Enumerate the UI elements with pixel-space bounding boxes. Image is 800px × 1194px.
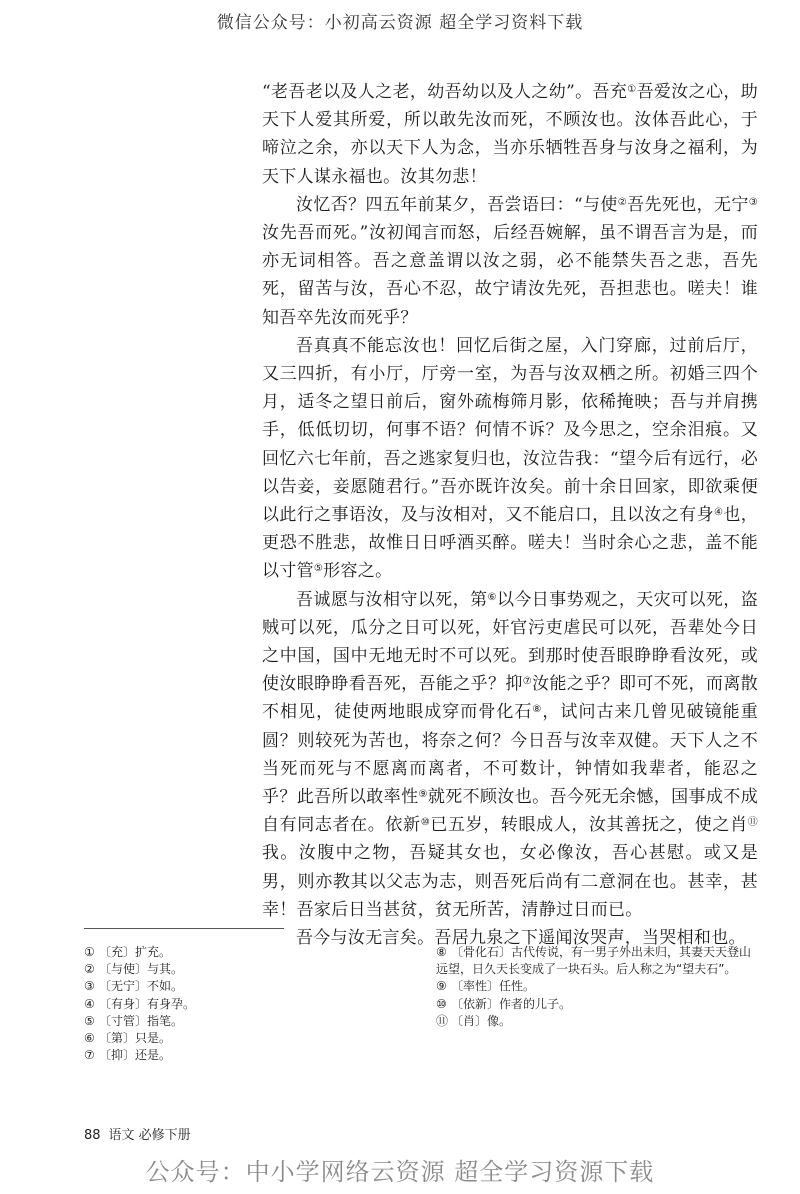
footnote-ref: ⑩ — [420, 817, 431, 829]
footnote — [436, 996, 760, 1013]
paragraph-2 — [262, 191, 758, 332]
footnote-text: 〔寸管〕指笔。 — [99, 1013, 184, 1028]
footnote-ref: ⑨ — [418, 789, 428, 801]
footnote — [436, 978, 760, 995]
paragraph-text: “老吾老以及人之老，幼吾幼以及人之幼”。吾充 — [262, 82, 628, 102]
footnote — [84, 944, 404, 961]
footnote-text: 〔骨化石〕古代传说，有一男子外出未归，其妻天天登山远望，日久天长变成了一块石头。后人称之为“望夫石”。 — [436, 945, 752, 977]
footnote-number: ⑥ — [84, 1031, 95, 1046]
footnote — [84, 978, 404, 995]
paragraph-4 — [262, 586, 758, 924]
paragraph-text: 汝先吾而死。”汝初闻言而怒，后经吾婉解，虽不谓吾言为是，而亦无词相答。吾之意盖谓以汝之弱，必不能禁失吾之悲，吾先死，留苦与汝，吾心不忍，故宁请汝先死，吾担悲也。嗟夫！谁知吾卒先汝而死乎？ — [262, 223, 758, 328]
paragraph-text: 以今日事势观之，天灾可以死，盗贼可以死，瓜分之日可以死，奸官污吏虐民可以死，吾辈处今日之中国，国中无地无时不可以死。到那时使吾眼睁睁看汝死，或使汝眼睁睁看吾死，吾能之乎？抑 — [262, 589, 759, 695]
footnote-number: ② — [84, 962, 95, 977]
paragraph-text: 吾爱汝之心，助天下人爱其所爱，所以敢先汝而死，不顾汝也。汝体吾此心，于啼泣之余，亦以天下人为念，当亦乐牺牲吾身与汝身之福利，为天下人谋永福也。汝其勿悲！ — [262, 82, 759, 187]
paragraph-text: 我。汝腹中之物，吾疑其女也，女必像汝，吾心甚慰。或又是男，则亦教其以父志为志，则吾死后尚有二意洞在也。甚幸，甚幸！吾家后日当甚贫，贫无所苦，清静过日而已。 — [262, 843, 758, 920]
footnote-number: ⑦ — [84, 1048, 95, 1063]
book-title: 语文 必修下册 — [108, 1128, 191, 1143]
paragraph-text: 已五岁，转眼成人，汝其善抚之，使之肖 — [430, 815, 748, 836]
footnote-ref: ⑧ — [532, 704, 543, 716]
footnote-number: ⑤ — [84, 1013, 95, 1028]
footnote-text: 〔抑〕还是。 — [99, 1048, 172, 1063]
footnotes-left — [84, 944, 404, 1064]
footnote-number: ④ — [84, 996, 95, 1011]
footnote-text: 〔第〕只是。 — [99, 1031, 172, 1046]
footnote — [84, 961, 404, 978]
paragraph-text: 形容之。 — [323, 561, 393, 582]
footnote-divider — [84, 928, 284, 929]
footnote-ref: ③ — [748, 196, 759, 208]
paragraph-text: 汝忆否？四五年前某夕，吾尝语曰：“与使 — [296, 194, 618, 215]
footnote-number: ③ — [84, 979, 95, 994]
footnote-ref: ⑦ — [522, 676, 533, 688]
footnote — [84, 1013, 404, 1030]
footnote-text: 〔与使〕与其。 — [99, 962, 184, 977]
footnote-number: ⑨ — [436, 979, 447, 994]
footnotes-right — [436, 944, 760, 1030]
paragraph-3 — [262, 332, 758, 586]
page-footer — [84, 1124, 199, 1143]
footnote-ref: ② — [617, 196, 628, 208]
footnote-number: ① — [84, 945, 95, 959]
page-number: 88 — [84, 1128, 101, 1143]
paragraph-text: ，试问古来几曾见破镜能重圆？则较死为苦也，将奈之何？今日吾与汝幸双健。天下人之不当死而死与不愿离而离者，不可数计，钟情如我辈者，能忍之乎？此吾所以敢率性 — [262, 702, 759, 808]
paragraph-text: 吾诚愿与汝相守以死，第 — [296, 589, 488, 610]
footnote-text: 〔无宁〕不如。 — [99, 979, 184, 994]
paragraph-text: 也，更恐不胜悲，故惟日日呼酒买醉。嗟夫！当时余心之悲，盖不能以寸管 — [262, 505, 758, 582]
footnote-text: 〔依新〕作者的儿子。 — [451, 996, 572, 1011]
footnote — [84, 1030, 404, 1047]
paragraph-text: 就死不顾汝也。吾今死无余憾，国事成不成自有同志者在。依新 — [262, 787, 759, 836]
main-text — [262, 78, 758, 952]
footnote — [84, 1047, 404, 1064]
footnote — [436, 1013, 760, 1030]
footnote-text: 〔充〕扩充。 — [99, 945, 172, 959]
footnote-ref: ⑤ — [313, 563, 324, 575]
footnote-number: ⑧ — [436, 945, 447, 959]
footer-watermark: 公众号：中小学网络云资源 超全学习资源下载 — [145, 1158, 655, 1186]
footnote — [436, 944, 760, 978]
paragraph-text: 吾今与汝无言矣。吾居九泉之下遥闻汝哭声，当哭相和也。 — [296, 928, 746, 949]
header-watermark: 微信公众号：小初高云资源 超全学习资料下载 — [216, 13, 584, 33]
footnote — [84, 996, 404, 1013]
footnote-ref: ④ — [713, 507, 724, 519]
footnote-ref: ⑪ — [747, 817, 759, 829]
paragraph-text: 吾真真不能忘汝也！回忆后街之屋，入门穿廊，过前后厅，又三四折，有小厅，厅旁一室，为吾与汝双栖之所。初婚三四个月，适冬之望日前后，窗外疏梅筛月影，依稀掩映；吾与并肩携手，低低切切，何事不语？何情不诉？及今思之，空余泪痕。又回忆六七年前，吾之逃家复归也，汝泣告我：“望今后有远行，必以告妾，妾愿随君行。”吾亦既许汝矣。前十余日回家，即欲乘便以此行之事语汝，及与汝相对，又不能启口，且以汝之有身 — [262, 335, 758, 526]
paragraph-1 — [262, 78, 758, 191]
footnote-text: 〔肖〕像。 — [451, 1013, 512, 1028]
paragraph-text: 汝能之乎？即可不死，而离散不相见，徒使两地眼成穿而骨化石 — [262, 674, 759, 723]
footnote-ref: ⑥ — [487, 591, 497, 603]
footnote-text: 〔有身〕有身孕。 — [99, 996, 196, 1011]
footnote-number: ⑪ — [436, 1013, 449, 1028]
paragraph-text: 吾先死也，无宁 — [627, 194, 749, 215]
footnote-number: ⑩ — [436, 996, 447, 1011]
footnote-text: 〔率性〕任性。 — [451, 979, 536, 994]
footnote-ref: ① — [627, 84, 637, 95]
